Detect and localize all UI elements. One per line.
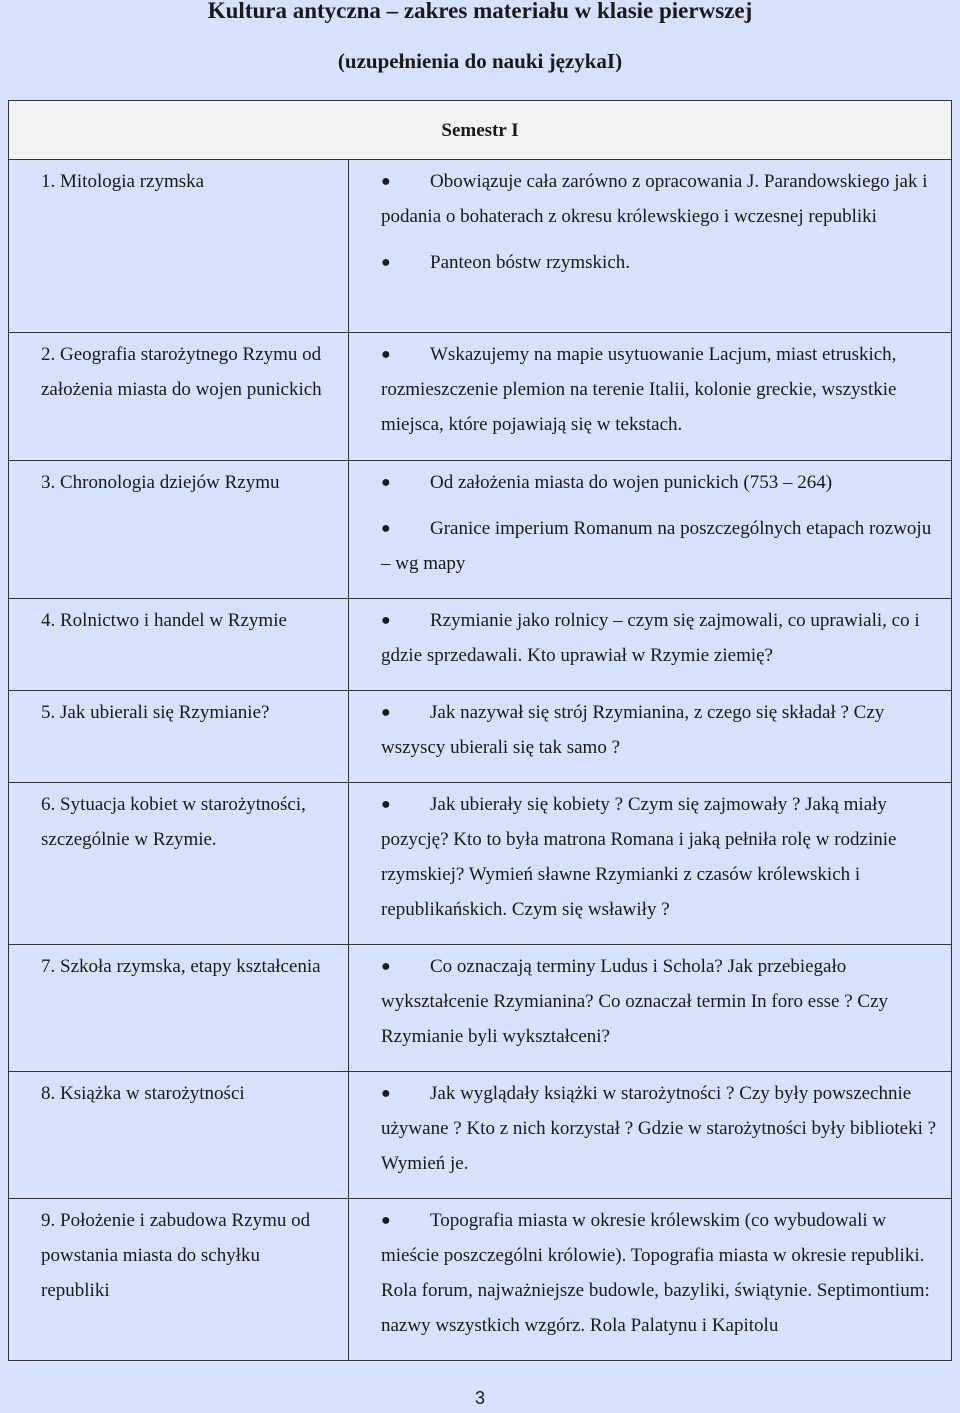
list-item [381,787,943,927]
list-item-text: Obowiązuje cała zarówno z opracowania J. Parandowskiego jak i podania o bohaterach z okresu królewskiego i wczesnej republiki [381,171,928,227]
bullet-dot-icon: ● [381,1212,391,1229]
curriculum-table [8,100,952,1361]
details-cell [349,1199,952,1361]
list-item-text: Granice imperium Romanum na poszczególnych etapach rozwoju – wg mapy [381,518,932,574]
list-item-text: Jak wyglądały książki w starożytności ? Czy były powszechnie używane ? Kto z nich korzystał ? Gdzie w starożytności były biblioteki ? Wymień je. [381,1083,937,1174]
details-cell [349,783,952,945]
list-item [381,949,943,1054]
semester-heading: Semestr I [9,101,952,160]
details-cell [349,599,952,691]
list-item-text: Wskazujemy na mapie usytuowanie Lacjum, miast etruskich, rozmieszczenie plemion na terenie Italii, kolonie greckie, wszystkie miejsca, które pojawiają się w tekstach. [381,344,897,435]
topic-cell: 6. Sytuacja kobiet w starożytności, szczególnie w Rzymie. [9,783,349,945]
list-item [381,1203,943,1343]
list-item [381,603,943,673]
topic-cell: 5. Jak ubierali się Rzymianie? [9,691,349,783]
list-item [381,695,943,765]
bullet-dot-icon: ● [381,520,391,537]
table-row [9,691,952,783]
list-item-text: Rzymianie jako rolnicy – czym się zajmowali, co uprawiali, co i gdzie sprzedawali. Kto uprawiał w Rzymie ziemię? [381,610,920,666]
bullet-dot-icon: ● [381,958,391,975]
details-cell [349,160,952,333]
semester-header-row [9,101,952,160]
topic-cell: 8. Książka w starożytności [9,1072,349,1199]
details-cell [349,1072,952,1199]
bullet-dot-icon: ● [381,796,391,813]
table-row [9,461,952,599]
bullet-dot-icon: ● [381,612,391,629]
list-item [381,164,943,234]
bullet-dot-icon: ● [381,1085,391,1102]
details-cell [349,333,952,461]
table-row [9,1199,952,1361]
list-item-text: Panteon bóstw rzymskich. [430,252,631,273]
list-item-text: Jak ubierały się kobiety ? Czym się zajmowały ? Jaką miały pozycję? Kto to była matrona Romana i jaką pełniła rolę w rodzinie rzymskiej? Wymień sławne Rzymianki z czasów królewskich i republikańskich. Czym się wsławiły ? [381,794,897,920]
list-item [381,1076,943,1181]
table-row [9,160,952,333]
list-item-text: Topografia miasta w okresie królewskim (co wybudowali w mieście poszczególni królowie). Topografia miasta w okresie republiki. Rola forum, najważniejsze budowle, bazyliki, świątynie. Septimontium: nazwy wszystkich wzgórz. Rola Palatynu i Kapitolu [381,1210,930,1336]
topic-cell: 3. Chronologia dziejów Rzymu [9,461,349,599]
list-item-text: Od założenia miasta do wojen punickich (753 – 264) [430,472,833,493]
table-row [9,1072,952,1199]
bullet-dot-icon: ● [381,474,391,491]
details-cell [349,461,952,599]
list-item [381,511,943,581]
bullet-dot-icon: ● [381,173,391,190]
topic-cell: 4. Rolnictwo i handel w Rzymie [9,599,349,691]
table-row [9,945,952,1072]
details-cell [349,945,952,1072]
table-row [9,783,952,945]
bullet-dot-icon: ● [381,254,391,271]
table-row [9,333,952,461]
list-item-text: Co oznaczają terminy Ludus i Schola? Jak przebiegało wykształcenie Rzymianina? Co oznaczał termin In foro esse ? Czy Rzymianie byli wykształceni? [381,956,888,1047]
details-cell [349,691,952,783]
bullet-dot-icon: ● [381,704,391,721]
list-item [381,465,943,500]
document-subtitle: (uzupełnienia do nauki językaI) [337,49,623,73]
topic-cell: 2. Geografia starożytnego Rzymu od założenia miasta do wojen punickich [9,333,349,461]
list-item-text: Jak nazywał się strój Rzymianina, z czego się składał ? Czy wszyscy ubierali się tak samo ? [381,702,885,758]
table-row [9,599,952,691]
list-item [381,337,943,442]
topic-cell: 9. Położenie i zabudowa Rzymu od powstania miasta do schyłku republiki [9,1199,349,1361]
list-item [381,245,943,280]
document-title: Kultura antyczna – zakres materiału w klasie pierwszej [207,0,753,23]
topic-cell: 7. Szkoła rzymska, etapy kształcenia [9,945,349,1072]
page-number: 3 [474,1388,485,1408]
bullet-dot-icon: ● [381,346,391,363]
topic-cell: 1. Mitologia rzymska [9,160,349,333]
